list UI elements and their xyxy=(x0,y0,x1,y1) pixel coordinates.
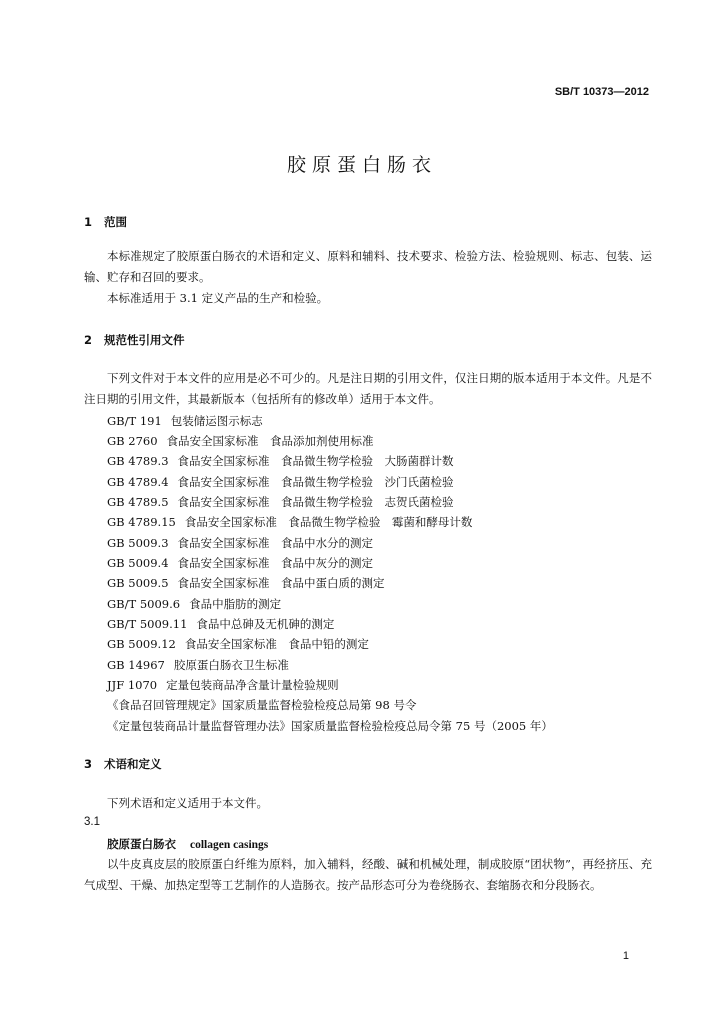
reference-item xyxy=(107,494,454,510)
reference-title: 食品安全国家标准 食品中铅的测定 xyxy=(184,637,369,651)
reference-code: GB 5009.12 xyxy=(107,637,176,651)
section-3-heading xyxy=(84,756,162,772)
section-title: 范围 xyxy=(104,215,127,229)
section-3-intro: 下列术语和定义适用于本文件。 xyxy=(107,796,268,810)
reference-item xyxy=(107,697,416,713)
reference-title: 食品安全国家标准 食品中蛋白质的测定 xyxy=(177,576,385,590)
section-title: 术语和定义 xyxy=(104,757,162,771)
section-2-heading xyxy=(84,332,185,348)
reference-title: 食品安全国家标准 食品微生物学检验 沙门氏菌检验 xyxy=(177,475,454,489)
reference-item xyxy=(107,433,374,449)
section-1-para-2: 本标准适用于 3.1 定义产品的生产和检验。 xyxy=(107,291,329,305)
reference-code: GB 5009.5 xyxy=(107,576,169,590)
reference-code: GB 14967 xyxy=(107,658,165,672)
reference-title: 食品安全国家标准 食品微生物学检验 霉菌和酵母计数 xyxy=(184,515,473,529)
term-heading xyxy=(107,836,268,852)
reference-code: GB/T 5009.6 xyxy=(107,597,181,611)
reference-code: GB 4789.15 xyxy=(107,515,176,529)
reference-code: JJF 1070 xyxy=(107,678,158,692)
reference-title: 《食品召回管理规定》国家质量监督检验检疫总局第 98 号令 xyxy=(107,698,417,712)
reference-title: 食品安全国家标准 食品微生物学检验 大肠菌群计数 xyxy=(177,454,454,468)
reference-item xyxy=(107,514,472,530)
reference-item xyxy=(107,718,553,734)
reference-code: GB 4789.4 xyxy=(107,475,169,489)
reference-title: 食品中脂肪的测定 xyxy=(189,597,282,611)
reference-code: GB 4789.5 xyxy=(107,495,169,509)
document-title: 胶原蛋白肠衣 xyxy=(286,154,437,176)
reference-item xyxy=(107,657,289,673)
standard-code: SB/T 10373—2012 xyxy=(554,86,649,98)
term-definition: 以牛皮真皮层的胶原蛋白纤维为原料，加入辅料，经酸、碱和机械处理，制成胶原“团状物”，再经挤压、充气成型、干燥、加热定型等工艺制作的人造肠衣。按产品形态可分为卷绕肠衣、套缩肠衣和分段肠衣。 xyxy=(84,857,652,892)
reference-title: 食品安全国家标准 食品中水分的测定 xyxy=(177,536,374,550)
reference-item xyxy=(107,575,385,591)
subsection-number: 3.1 xyxy=(84,816,100,828)
reference-item xyxy=(107,677,339,693)
section-number: 2 xyxy=(84,333,93,347)
section-title: 规范性引用文件 xyxy=(104,333,185,347)
section-number: 1 xyxy=(84,215,93,229)
reference-title: 定量包装商品净含量计量检验规则 xyxy=(166,678,339,692)
reference-item xyxy=(107,474,454,490)
reference-title: 食品中总砷及无机砷的测定 xyxy=(196,617,335,631)
reference-title: 食品安全国家标准 食品添加剂使用标准 xyxy=(166,434,374,448)
reference-title: 胶原蛋白肠衣卫生标准 xyxy=(173,658,289,672)
section-2-intro: 下列文件对于本文件的应用是必不可少的。凡是注日期的引用文件，仅注日期的版本适用于本文件。凡是不注日期的引用文件，其最新版本（包括所有的修改单）适用于本文件。 xyxy=(84,371,652,406)
reference-item xyxy=(107,535,373,551)
term-chinese: 胶原蛋白肠衣 xyxy=(107,837,176,851)
section-1-para-1: 本标准规定了胶原蛋白肠衣的术语和定义、原料和辅料、技术要求、检验方法、检验规则、标志、包装、运输、贮存和召回的要求。 xyxy=(84,249,652,284)
reference-item xyxy=(107,413,263,429)
reference-item xyxy=(107,636,369,652)
term-english: collagen casings xyxy=(190,839,269,851)
reference-code: GB 5009.3 xyxy=(107,536,169,550)
reference-title: 包装储运图示标志 xyxy=(170,414,263,428)
reference-code: GB/T 191 xyxy=(107,414,162,428)
reference-item xyxy=(107,616,334,632)
section-1-heading xyxy=(84,214,127,230)
reference-code: GB 5009.4 xyxy=(107,556,169,570)
section-number: 3 xyxy=(84,757,93,771)
page-number: 1 xyxy=(622,950,629,962)
reference-code: GB 4789.3 xyxy=(107,454,169,468)
reference-code: GB/T 5009.11 xyxy=(107,617,188,631)
reference-item xyxy=(107,596,281,612)
reference-code: GB 2760 xyxy=(107,434,158,448)
reference-title: 食品安全国家标准 食品中灰分的测定 xyxy=(177,556,374,570)
reference-item xyxy=(107,453,454,469)
reference-title: 食品安全国家标准 食品微生物学检验 志贺氏菌检验 xyxy=(177,495,454,509)
reference-title: 《定量包装商品计量监督管理办法》国家质量监督检验检疫总局令第 75 号（2005 年） xyxy=(107,719,553,733)
reference-item xyxy=(107,555,373,571)
